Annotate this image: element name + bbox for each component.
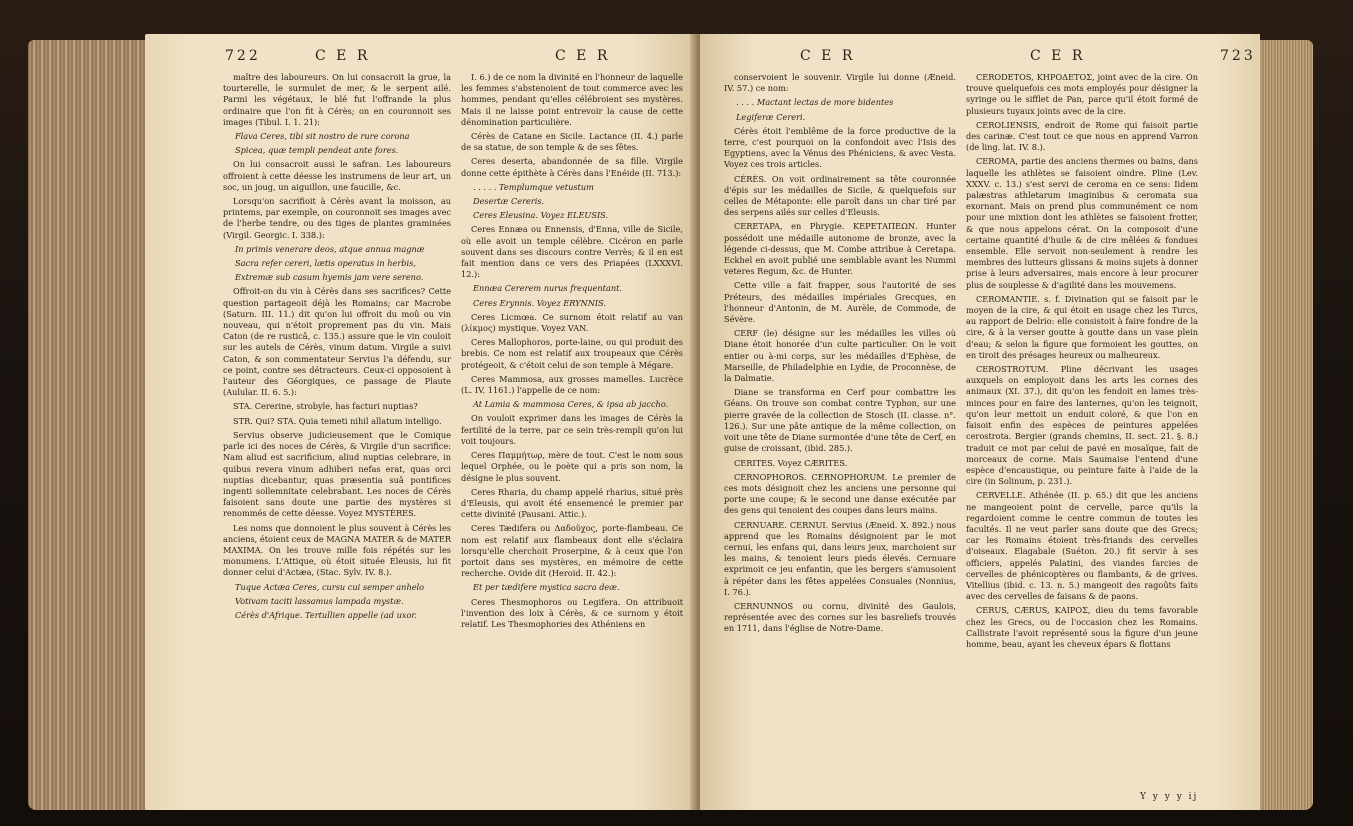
right-page-number: 723 (1220, 48, 1256, 64)
paragraph: Cérès étoit l'emblême de la force productive de la terre, c'est pourquoi on la confondoit avec l'Isis des Egyptiens, avec la Vénus des Phéniciens, & avec Vesta. Voyez ces trois articles. (724, 125, 956, 170)
paragraph: CERVELLE. Athénée (II. p. 65.) dit que les anciens ne mangeoient point de cervelle, parce qu'ils la regardoient comme le centre commun de toutes les facultés. Il ne veut parler sans doute que des Grecs; car les Romains étoient très-friands des cervelles d'oiseaux. Elagabale (Suéton. 20.) fit servir à ses officiers, appelés Palatini, des viandes farcies de cervelles de phénicoptères ou flambants, & de grives. Vitellius (ibid. c. 13. n. 5.) mangeoit des ragoûts faits avec des cervelles de faisans & de paons. (966, 490, 1198, 602)
paragraph: CEROLIENSIS, endroit de Rome qui faisoit partie des carinæ. C'est tout ce que nous en apprend Varron (de ling. lat. IV. 8.). (966, 119, 1198, 153)
paragraph: Lorsqu'on sacrifioit à Cérès avant la moisson, au printems, par exemple, on couronnoit ses images avec de l'herbe tendre, ou des tiges de plantes graminées (Virgil. Georgic. I. 338.): (223, 196, 451, 240)
left-page-number: 722 (225, 48, 261, 64)
paragraph: Ceres Rharia, du champ appelé rharius, situé près d'Eleusis, qui avoit été ensemencé le premier par cette divinité (Pausani. Attic.). (461, 486, 683, 520)
paragraph: Ceres Licmœa. Ce surnom étoit relatif au van (λίκμος) mystique. Voyez VAN. (461, 311, 683, 334)
paragraph: Sacra refer cereri, lætis operatus in herbis, (235, 258, 416, 269)
right-column-1 (724, 72, 956, 638)
paragraph: CEROSTROTUM. Pline décrivant les usages auxquels on employoit dans les arts les cornes des animaux (XI. 37.), dit qu'on les fendoit en lames très-minces pour en faire des lanternes, qu'on les teignoit, qu'on leur mettoit un enduit coloré, & que l'on en faisoit enfin des espèces de peintures appelées cerostrota. Bergier (grands chemins, II. sect. 21. §. 8.) traduit ce mot par celui de pavé en mosaïque, fait de morceaux de corne. Mais Saumaise l'entend d'une espèce d'encaustique, ou peinture faite à l'aide de la cire (in Solinum, p. 231.). (966, 364, 1198, 487)
paragraph: CERUS, CÆRUS, ΚΑΙΡΟΣ, dieu du tems favorable chez les Grecs, ou de l'occasion chez les Romains. Callistrate l'avoit représenté sous la figure d'un jeune homme, beau, ayant les cheveux épars & flottans (966, 605, 1198, 649)
paragraph: Desertæ Cereris. (473, 196, 545, 207)
paragraph: CERETAPA, en Phrygie. ΚΕΡΕΤΑΠΕΩΝ. Hunter possédoit une médaille autonome de bronze, avec la légende ci-dessus, que M. Combe attribue à Ceretapa. Eckhel en avoit publié une semblable avant les Nummi veteres Regum, &c. de Hunter. (724, 221, 956, 277)
paragraph: Ceres Παμμήτωρ, mère de tout. C'est le nom sous lequel Orphée, ou le poète qui a pris son nom, la désigne le plus souvent. (461, 450, 683, 483)
paragraph: Cette ville a fait frapper, sous l'autorité de ses Préteurs, des médailles impériales Grecques, en l'honneur d'Antonin, de M. Aurèle, de Commode, de Sévère. (724, 280, 956, 325)
paragraph: Ceres deserta, abandonnée de sa fille. Virgile donne cette épithète à Cérès dans l'Enéide (II. 713.): (461, 156, 683, 178)
left-column-2 (461, 72, 683, 633)
left-page-edges (28, 40, 148, 810)
paragraph: conservoient le souvenir. Virgile lui donne (Æneid. IV. 57.) ce nom: (724, 72, 956, 94)
paragraph: CEROMA, partie des anciens thermes ou bains, dans laquelle les athlètes se faisoient oindre. Pline (Lev. XXXV. c. 13.) s'est servi de ceroma en ce sens: Iidem palæstras athletarum imaginibus & ceromata sua exornant. Mais on prend plus communément ce nom pour une mixtion dont les athlètes se faisoient frotter, & que nous appelons cérat. On la composoit d'une certaine quantité d'huile & de cire mêlées & fondues ensemble. Elle servoit non-seulement à rendre les membres des lutteurs glissans & moins sujets à donner prise à leurs adversaires, mais encore à leur procurer plus de souplesse & d'agilité dans les mouvemens. (966, 156, 1198, 290)
paragraph: Spicea, quæ templi pendeat ante fores. (235, 145, 399, 156)
paragraph: maître des laboureurs. On lui consacroit la grue, la tourterelle, le surmulet de mer, & le serpent ailé. Parmi les végétaux, le blé fut l'offrande la plus ordinaire que l'on fit à Cérès; on en couronnoit ses images (Tibul. I. 1. 21): (223, 72, 451, 127)
right-column-2 (966, 72, 1198, 653)
paragraph: Ceres Ennæa ou Ennensis, d'Enna, ville de Sicile, où elle avoit un temple célèbre. Cicéron en parle souvent dans ses discours contre Verrès; & il en est fait mention dans ce vers des Priapées (LXXXVI. 12.): (461, 224, 683, 280)
paragraph: Votivam taciti lassamus lampada mystæ. (235, 595, 404, 606)
right-page-edges (1253, 40, 1313, 810)
paragraph: Servius observe judicieusement que le Comique parle ici des noces de Cérès, & Virgile d'un sacrifice: Nam aliud est sacrificium, aliud nuptias celebrare, in quibus revera vinum adhiberi nefas erat, quas orci nuptias dicebantur, quas præsentia suâ pontifices ingenti sollemnitate celebrabant. Les noces de Cérès faisoient sans doute une partie des mystères si renommés de cette déesse. Voyez MYSTÈRES. (223, 429, 451, 519)
paragraph: Ceres Erynnis. Voyez ERYNNIS. (473, 297, 607, 308)
paragraph: At Lamia & mammosa Ceres, & ipsa ab jaccho. (473, 399, 669, 410)
paragraph: Cérès d'Afrique. Tertullien appelle (ad uxor. (235, 609, 418, 620)
paragraph: Extremæ sub casum hyemis jam vere sereno. (235, 272, 424, 283)
paragraph: CEROMANTIE. s. f. Divination qui se faisoit par le moyen de la cire, & qui étoit en usage chez les Turcs, au rapport de Delrio: elle consistoit à faire fondre de la cire, & à la verser goutte à goutte dans un vase plein d'eau; & selon la figure que formoient les gouttes, on en tiroit des présages heureux ou malheureux. (966, 293, 1198, 360)
left-page (145, 34, 697, 810)
paragraph: Flava Ceres, tibi sit nostro de rure corona (235, 131, 410, 142)
right-header-col1: C E R (800, 48, 856, 64)
paragraph: CERNOPHOROS. CERNOPHORUM. Le premier de ces mots désignoit chez les anciens une personne qui porte une coupe; & le second une danse exécutée par des gens qui tenoient des coupes dans leurs mains. (724, 471, 956, 516)
paragraph: Legiferæ Cereri. (736, 111, 806, 122)
paragraph: Ceres Mallophoros, porte-laine, ou qui produit des brebis. Ce nom est relatif aux troupeaux que Cérès protégeoit, & c'étoit celui de son temple à Mégare. (461, 337, 683, 370)
right-page (700, 34, 1260, 810)
paragraph: Ceres Tædifera ou Δαδοῦχος, porte-flambeau. Ce nom est relatif aux flambeaux dont elle s'éclaira lorsqu'elle cherchoit Proserpine, & à ceux que l'on portoit dans ses mystères, en mémoire de cette recherche. Ovide dit (Heroid. II. 42.): (461, 523, 683, 579)
paragraph: STA. Cererine, strobyle, has facturi nuptias? (233, 401, 418, 412)
left-header-col1: C E R (315, 48, 371, 64)
paragraph: CERNUNNOS ou cornu, divinité des Gaulois, représentée avec des cornes sur les basreliefs trouvés en 1711, dans l'église de Notre-Dame. (724, 600, 956, 634)
paragraph: CERNUARE. CERNUI. Servius (Æneid. X. 892.) nous apprend que les Romains désignoient par le mot cernui, les enfans qui, dans leurs jeux, marchoient sur les mains, & tenoient leurs pieds élevés. Cernuare exprimoit ce jeu enfantin, que les bergers s'amusoient à répéter dans les fêtes appelées Consuales (Nonnius, I. 76.). (724, 519, 956, 597)
paragraph: On vouloit exprimer dans les images de Cérès la fertilité de la terre, par ce sein très-rempli qu'on lui voit toujours. (461, 413, 683, 446)
paragraph: Et per tædifere mystica sacra deæ. (473, 582, 620, 593)
paragraph: Ceres Eleusina. Voyez ELEUSIS. (473, 210, 609, 221)
paragraph: Ceres Mammosa, aux grosses mamelles. Lucrèce (L. IV. 1161.) l'appelle de ce nom: (461, 373, 683, 396)
paragraph: Tuque Actæa Ceres, cursu cui semper anhelo (235, 581, 425, 592)
paragraph: On lui consacroit aussi le safran. Les laboureurs offroient à cette déesse les instrumens de leur art, un soc, un joug, un aiguillon, une faucille, &c. (223, 159, 451, 192)
paragraph: Ceres Thesmophoros ou Legifera. On attribuoit l'invention des loix à Cérès, & ce surnom y étoit relatif. Les Thesmophories des Athéniens en (461, 596, 683, 629)
signature-mark: Y y y y ij (1140, 792, 1199, 802)
paragraph: CERODETOS, ΚΗΡΟΔΕΤΟΣ, joint avec de la cire. On trouve quelquefois ces mots employés pour désigner la syringe ou le sifflet de Pan, parce qu'il étoit formé de plusieurs tuyaux joints avec de la cire. (966, 72, 1198, 116)
right-header-col2: C E R (1030, 48, 1086, 64)
paragraph: I. 6.) de ce nom la divinité en l'honneur de laquelle les femmes s'abstenoient de tout commerce avec les hommes, pendant qu'elles célébroient ses mystères. Mais il ne laisse point entrevoir la cause de cette dénomination particulière. (461, 72, 683, 127)
paragraph: In primis venerare deos, atque annua magnæ (235, 243, 425, 254)
paragraph: CERITES. Voyez CÆRITES. (734, 457, 848, 468)
paragraph: CERF (le) désigne sur les médailles les villes où Diane étoit honorée d'un culte particulier. On le voit entier ou à-mi corps, sur les médailles d'Ephèse, de Marseille, de Philadelphie en Lydie, de Proconnèse, de la Dalmatie. (724, 328, 956, 384)
paragraph: Offroit-on du vin à Cérès dans ses sacrifices? Cette question partageoit déjà les Romains; car Macrobe (Saturn. III. 11.) dit qu'on lui offroit du moû ou vin nouveau, qui n'étoit proprement pas du vin. Mais Caton (de re rusticâ, c. 135.) assure que le vin couloit sur les autels de Cérès, vinum datum. Virgile a suivi Caton, & son commentateur Servius l'a défendu, sur ce point, contre ses détracteurs. Ceux-ci opposoient à l'auteur des Géorgiques, ce passage de Plaute (Aulular. II. 6. 5.): (223, 286, 451, 398)
paragraph: . . . . Mactant lectas de more bidentes (736, 97, 894, 108)
paragraph: . . . . . Templumque vetustum (473, 181, 594, 192)
paragraph: Les noms que donnoient le plus souvent à Cérès les anciens, étoient ceux de MAGNA MATER & de MATER MAXIMA. On les trouve mille fois répétés sur les monumens. L'Attique, où étoit située Eleusis, lui fit donner celui d'Actæa, (Stac. Sylv. IV. 8.). (223, 522, 451, 578)
paragraph: Ennæa Cererem nurus frequentant. (473, 283, 622, 294)
left-header-col2: C E R (555, 48, 611, 64)
paragraph: CÉRÈS. On voit ordinairement sa tête couronnée d'épis sur les médailles de Sicile, & quelquefois sur celles de Métaponte: elle paroît dans un char tiré par des serpens ailés sur celles d'Eleusis. (724, 173, 956, 218)
paragraph: STR. Qui? STA. Quia temeti nihil allatum intelligo. (233, 415, 442, 426)
paragraph: Cérès de Catane en Sicile. Lactance (II. 4.) parle de sa statue, de son temple & de ses fêtes. (461, 131, 683, 153)
paragraph: Diane se transforma en Cerf pour combattre les Géans. On trouve son combat contre Typhon, sur une pierre gravée de la collection de Stosch (II. classe. n°. 126.). Sur une pâte antique de la même collection, on voit une tête de Diane surmontée d'une tête de Cerf, en guise de croissant, (ibid. 285.). (724, 387, 956, 454)
left-column-1 (223, 72, 451, 624)
